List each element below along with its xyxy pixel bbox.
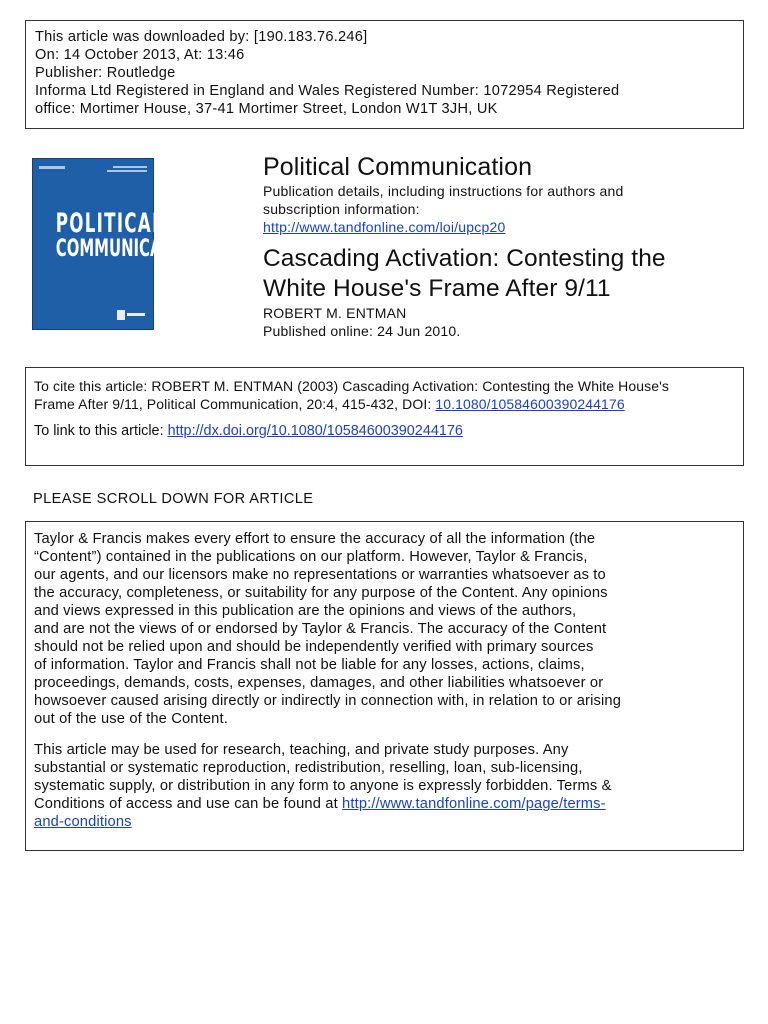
article-author: ROBERT M. ENTMAN bbox=[263, 305, 407, 321]
article-link-label: To link to this article: bbox=[34, 423, 168, 439]
usage-line: Conditions of access and use can be found at bbox=[34, 796, 343, 812]
article-doi-url-link[interactable]: http://dx.doi.org/10.1080/10584600390244176 bbox=[167, 423, 463, 439]
disclaimer-line: the accuracy, completeness, or suitability for any purpose of the Content. Any opinions bbox=[34, 585, 608, 601]
disclaimer-line: howsoever caused arising directly or indirectly in connection with, in relation to or arising bbox=[34, 693, 622, 709]
disclaimer-line: and are not the views of or endorsed by Taylor & Francis. The accuracy of the Content bbox=[34, 621, 607, 637]
disclaimer-line: should not be relied upon and should be independently verified with primary sources bbox=[34, 639, 594, 655]
usage-line: substantial or systematic reproduction, redistribution, reselling, loan, sub-licensing, bbox=[34, 760, 583, 776]
citation-line: To cite this article: ROBERT M. ENTMAN (2003) Cascading Activation: Contesting the White House's bbox=[34, 378, 670, 394]
disclaimer-line: out of the use of the Content. bbox=[34, 711, 228, 727]
disclaimer-line: proceedings, demands, costs, expenses, damages, and other liabilities whatsoever or bbox=[34, 675, 604, 691]
cover-title-line: COMMUNICATION bbox=[55, 234, 202, 262]
cover-title-line: POLITICAL bbox=[55, 208, 164, 239]
download-line: This article was downloaded by: [190.183.76.246] bbox=[35, 29, 368, 45]
citation-box bbox=[25, 367, 744, 466]
scroll-notice: PLEASE SCROLL DOWN FOR ARTICLE bbox=[33, 491, 314, 507]
cover-title bbox=[55, 208, 202, 262]
citation-line bbox=[34, 395, 735, 413]
download-notice-box bbox=[25, 20, 744, 129]
doi-link[interactable]: 10.1080/10584600390244176 bbox=[435, 396, 625, 412]
download-line: Informa Ltd Registered in England and Wales Registered Number: 1072954 Registered bbox=[35, 83, 620, 99]
article-published-date: Published online: 24 Jun 2010. bbox=[263, 323, 461, 339]
journal-details: subscription information: bbox=[263, 201, 420, 217]
journal-details: Publication details, including instructions for authors and bbox=[263, 183, 624, 199]
disclaimer-line: “Content”) contained in the publications on our platform. However, Taylor & Francis, bbox=[34, 549, 588, 565]
download-line: On: 14 October 2013, At: 13:46 bbox=[35, 47, 245, 63]
download-line: office: Mortimer House, 37-41 Mortimer Street, London W1T 3JH, UK bbox=[35, 101, 498, 117]
journal-info bbox=[263, 152, 733, 340]
download-line: Publisher: Routledge bbox=[35, 65, 176, 81]
article-link-line bbox=[34, 422, 735, 440]
disclaimer-line: and views expressed in this publication are the opinions and views of the authors, bbox=[34, 603, 577, 619]
journal-url-link[interactable]: http://www.tandfonline.com/loi/upcp20 bbox=[263, 219, 506, 235]
usage-line: systematic supply, or distribution in any form to anyone is expressly forbidden. Terms & bbox=[34, 778, 612, 794]
disclaimer-paragraph bbox=[34, 530, 735, 728]
usage-paragraph bbox=[34, 741, 735, 831]
usage-line: This article may be used for research, teaching, and private study purposes. Any bbox=[34, 742, 569, 758]
publisher-logo-icon bbox=[117, 310, 145, 320]
cover-header-marks bbox=[39, 166, 147, 174]
terms-link[interactable]: http://www.tandfonline.com/page/terms- bbox=[342, 796, 606, 812]
disclaimer-line: of information. Taylor and Francis shall not be liable for any losses, actions, claims, bbox=[34, 657, 585, 673]
article-title-line: White House's Frame After 9/11 bbox=[263, 275, 611, 302]
disclaimer-line: our agents, and our licensors make no representations or warranties whatsoever as to bbox=[34, 567, 606, 583]
disclaimer-box bbox=[25, 521, 744, 851]
citation-text: Frame After 9/11, Political Communication, 20:4, 415-432, DOI: bbox=[34, 396, 436, 412]
disclaimer-line: Taylor & Francis makes every effort to ensure the accuracy of all the information (the bbox=[34, 531, 596, 547]
journal-cover-image bbox=[32, 158, 202, 330]
article-title-line: Cascading Activation: Contesting the bbox=[263, 245, 666, 272]
journal-title: Political Communication bbox=[263, 153, 533, 181]
terms-link[interactable]: and-conditions bbox=[34, 814, 132, 830]
article-title bbox=[263, 244, 733, 304]
